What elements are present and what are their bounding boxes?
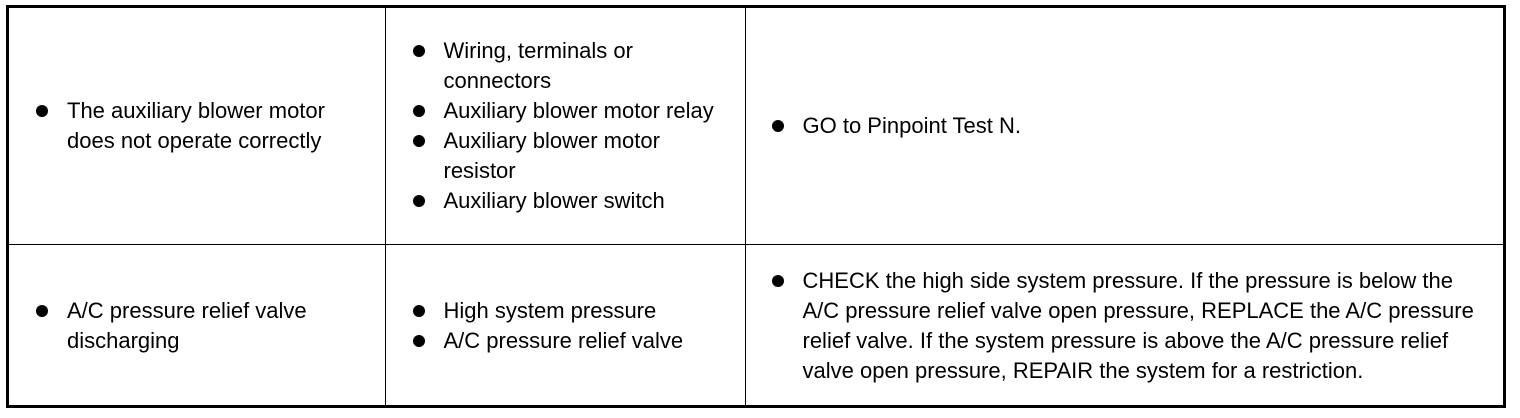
- condition-list: [9, 296, 385, 356]
- possible-source-text: Auxiliary blower motor relay: [443, 97, 714, 123]
- bullet-dot-icon: [36, 305, 48, 317]
- list-item: [803, 266, 1488, 386]
- possible-source-text: A/C pressure relief valve: [443, 328, 684, 354]
- action-list: [746, 266, 1504, 386]
- symptom-chart-table: [9, 8, 1503, 408]
- condition-cell: [9, 8, 385, 244]
- list-item: [444, 296, 733, 326]
- possible-source-text: Auxiliary blower switch: [443, 187, 665, 213]
- list-item: [444, 186, 733, 216]
- condition-cell: [9, 244, 385, 408]
- possible-source-cell: [385, 8, 745, 244]
- table-row: [9, 8, 1503, 244]
- bullet-dot-icon: [413, 45, 425, 57]
- bullet-dot-icon: [772, 120, 784, 132]
- action-text: CHECK the high side system pressure. If the pressure is below the A/C pressure relief valve open pressure, REPLACE the A/C pressure relief valve. If the system pressure is above the A/C pressure relief valve open pressure, REPAIR the system for a restriction.: [802, 268, 1474, 384]
- action-cell: [745, 8, 1503, 244]
- list-item: [444, 126, 733, 186]
- table-row: [9, 244, 1503, 408]
- possible-source-list: [386, 296, 745, 356]
- list-item: [67, 296, 369, 356]
- action-cell: [745, 244, 1503, 408]
- possible-source-text: High system pressure: [443, 298, 657, 324]
- bullet-dot-icon: [36, 105, 48, 117]
- list-item: [803, 111, 1488, 141]
- possible-source-text: Auxiliary blower motor resistor: [443, 127, 660, 183]
- condition-list: [9, 96, 385, 156]
- action-text: GO to Pinpoint Test N.: [802, 112, 1021, 138]
- list-item: [444, 96, 733, 126]
- possible-source-cell: [385, 244, 745, 408]
- bullet-dot-icon: [413, 135, 425, 147]
- list-item: [444, 326, 733, 356]
- diagnosis-table-frame: [6, 5, 1506, 408]
- possible-source-list: [386, 36, 745, 216]
- bullet-dot-icon: [413, 305, 425, 317]
- condition-text: The auxiliary blower motor does not operate correctly: [67, 97, 325, 153]
- bullet-dot-icon: [413, 335, 425, 347]
- action-list: [746, 111, 1504, 141]
- list-item: [444, 36, 733, 96]
- bullet-dot-icon: [413, 195, 425, 207]
- bullet-dot-icon: [772, 275, 784, 287]
- list-item: [67, 96, 369, 156]
- possible-source-text: Wiring, terminals or connectors: [443, 37, 633, 93]
- condition-text: A/C pressure relief valve discharging: [67, 298, 307, 354]
- bullet-dot-icon: [413, 105, 425, 117]
